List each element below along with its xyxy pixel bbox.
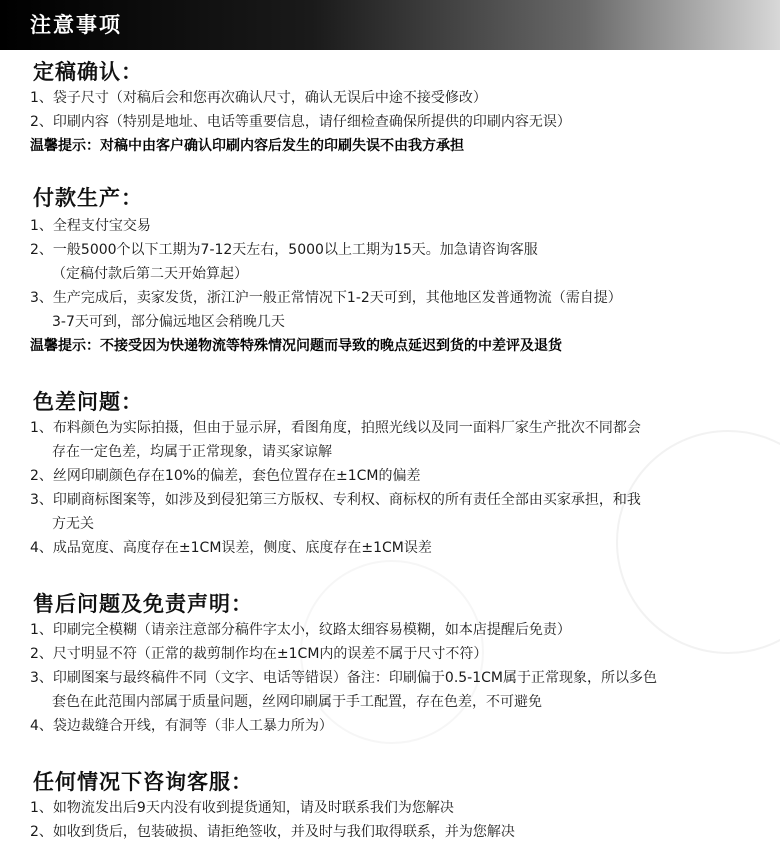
- list-item: 2、如收到货后，包装破损、请拒绝签收，并及时与我们取得联系，并为您解决: [30, 824, 515, 840]
- watermark-stamp: [616, 430, 780, 654]
- list-item: 1、袋子尺寸（对稿后会和您再次确认尺寸，确认无误后中途不接受修改）: [30, 90, 487, 106]
- section-title: 任何情况下咨询客服：: [33, 770, 253, 794]
- warm-tip: 温馨提示：不接受因为快递物流等特殊情况问题而导致的晚点延迟到货的中差评及退货: [30, 338, 562, 354]
- list-item: 1、如物流发出后9天内没有收到提货通知，请及时联系我们为您解决: [30, 800, 454, 816]
- list-item: 2、一般5000个以下工期为7-12天左右，5000以上工期为15天。加急请咨询客服: [30, 242, 538, 258]
- list-item: 套色在此范围内部属于质量问题，丝网印刷属于手工配置，存在色差，不可避免: [52, 694, 542, 710]
- header-bar: [0, 0, 780, 50]
- list-item: 3、印刷商标图案等，如涉及到侵犯第三方版权、专利权、商标权的所有责任全部由买家承担，和我: [30, 492, 641, 508]
- list-item: 1、布料颜色为实际拍摄，但由于显示屏，看图角度，拍照光线以及同一面料厂家生产批次不同都会: [30, 420, 641, 436]
- section-title: 色差问题：: [33, 390, 143, 414]
- list-item: 2、印刷内容（特别是地址、电话等重要信息，请仔细检查确保所提供的印刷内容无误）: [30, 114, 571, 130]
- page-title: 注意事项: [30, 13, 122, 37]
- list-item: 3、生产完成后，卖家发货，浙江沪一般正常情况下1-2天可到，其他地区发普通物流（需自提）: [30, 290, 622, 306]
- list-item: 3-7天可到，部分偏远地区会稍晚几天: [52, 314, 285, 330]
- section-title: 售后问题及免责声明：: [33, 592, 253, 616]
- list-item: 4、袋边裁缝合开线，有洞等（非人工暴力所为）: [30, 718, 333, 734]
- list-item: （定稿付款后第二天开始算起）: [52, 266, 248, 282]
- list-item: 方无关: [52, 516, 94, 532]
- section-title: 定稿确认：: [33, 60, 143, 84]
- list-item: 1、全程支付宝交易: [30, 218, 151, 234]
- list-item: 3、印刷图案与最终稿件不同（文字、电话等错误）备注：印刷偏于0.5-1CM属于正常现象，所以多色: [30, 670, 657, 686]
- list-item: 1、印刷完全模糊（请亲注意部分稿件字太小，纹路太细容易模糊，如本店提醒后免责）: [30, 622, 571, 638]
- list-item: 2、丝网印刷颜色存在10%的偏差，套色位置存在±1CM的偏差: [30, 468, 421, 484]
- list-item: 4、成品宽度、高度存在±1CM误差，侧度、底度存在±1CM误差: [30, 540, 432, 556]
- list-item: 2、尺寸明显不符（正常的裁剪制作均在±1CM内的误差不属于尺寸不符）: [30, 646, 488, 662]
- warm-tip: 温馨提示：对稿中由客户确认印刷内容后发生的印刷失误不由我方承担: [30, 138, 464, 154]
- list-item: 存在一定色差，均属于正常现象，请买家谅解: [52, 444, 332, 460]
- section-title: 付款生产：: [33, 186, 143, 210]
